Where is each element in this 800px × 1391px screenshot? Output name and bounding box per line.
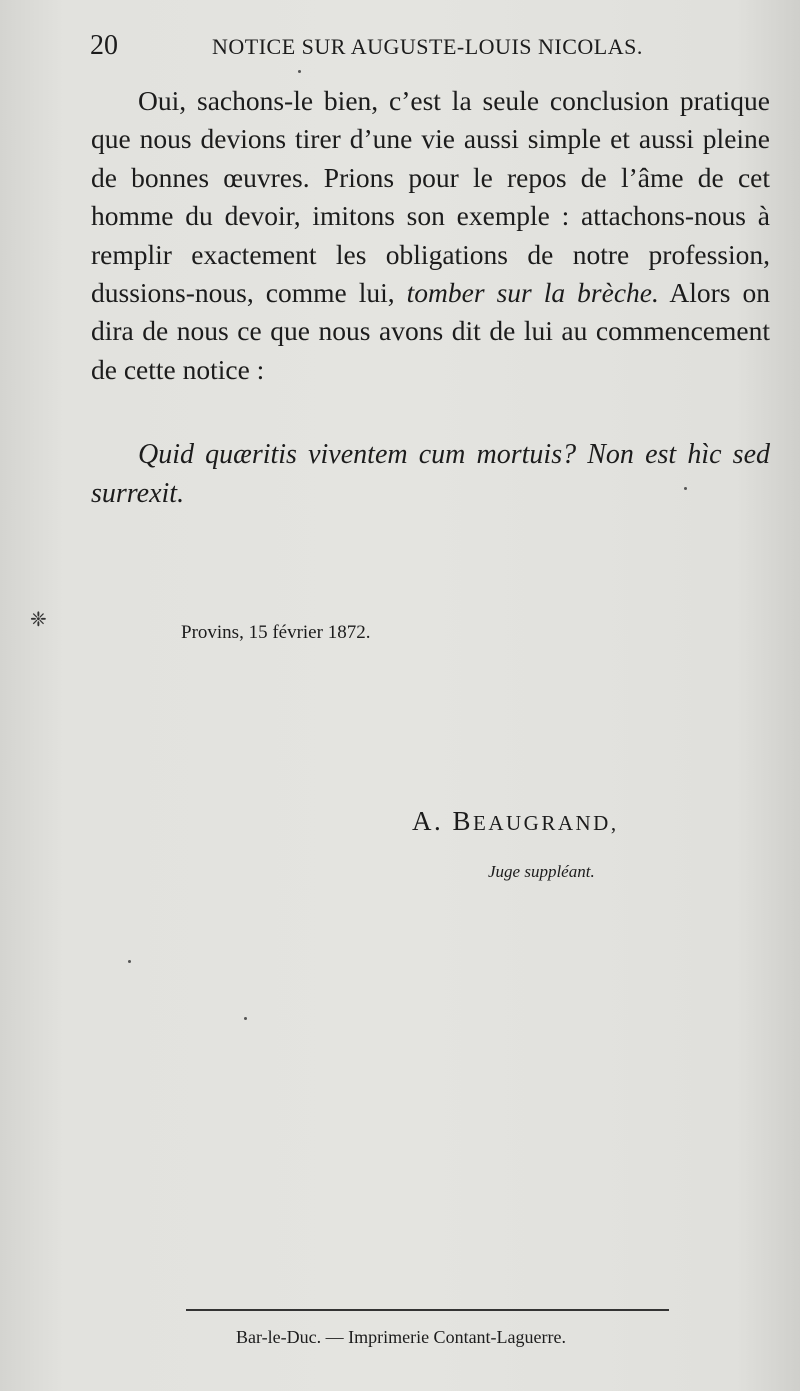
- place-date: Provins, 15 février 1872.: [181, 622, 371, 643]
- ink-speck: [244, 1017, 247, 1020]
- paragraph-end-text: Alors on dira de nous ce que nous avons dit de lui au commencement de cette notice :: [91, 277, 771, 385]
- footer-rule: [186, 1309, 669, 1311]
- ink-speck: [128, 960, 131, 963]
- latin-quote: [91, 436, 770, 513]
- ink-speck: [298, 70, 301, 73]
- fleuron-icon: ❈: [30, 609, 47, 631]
- signature-title: Juge suppléant.: [488, 862, 595, 881]
- signature-rest: EAUGRAND,: [473, 811, 619, 835]
- running-title: NOTICE SUR AUGUSTE-LOUIS NICOLAS.: [212, 34, 643, 59]
- main-paragraph: [91, 82, 770, 389]
- paragraph-italic-phrase: tomber sur la brèche.: [406, 277, 659, 309]
- paragraph-text: Oui, sachons-le bien, c’est la seule conclusion pratique que nous devions tirer d’une vie aussi simple et aussi pleine de bonnes œuvres. Prions pour le repos de l’âme de cet homme du devoir, imitons son exemple : attachons-nous à remplir exactement les obligations de notre profession, dussions-nous, comme lui,: [91, 85, 770, 309]
- page-number: 20: [90, 30, 118, 61]
- ink-speck: [684, 487, 687, 490]
- signature-initial: A. B: [412, 806, 474, 836]
- signature: [412, 806, 619, 837]
- imprint-line: Bar-le-Duc. — Imprimerie Contant-Laguerre.: [236, 1327, 567, 1347]
- quote-text: Quid quæritis viventem cum mortuis? Non est hìc sed surrexit.: [91, 439, 770, 509]
